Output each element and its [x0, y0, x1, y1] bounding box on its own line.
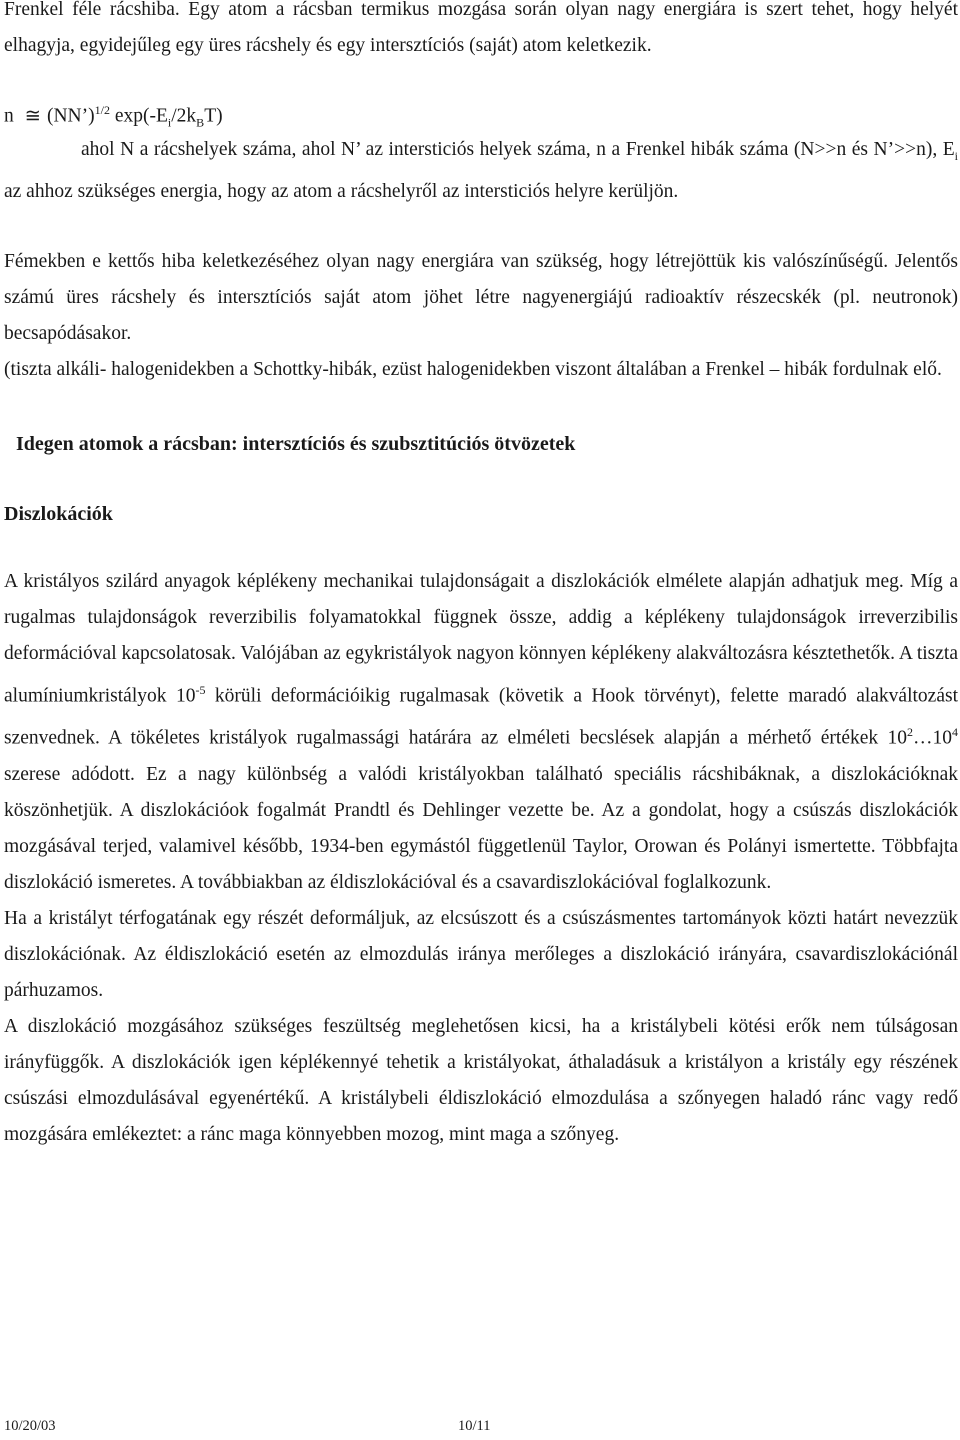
disl-text-c: …10: [913, 727, 952, 749]
paragraph-metals-1: Fémekben e kettős hiba keletkezéséhez olyan nagy energiára van szükség, hogy létrejöttük kis valószínűségű. Jelentős számú üres rácshely és intersztíciós saját atom jöhet létre nagyenergiájú radioaktív részecskék (pl. neutronok) becsapódásakor.: [4, 250, 958, 344]
definitions-text-a: ahol N a rácshelyek száma, ahol N’ az intersticiós helyek száma, n a Frenkel hibák száma (N>>n és N’>>n), E: [81, 139, 955, 160]
footer-page-number: 10/11: [458, 1418, 491, 1434]
disl-sup-2: 2: [907, 725, 913, 740]
disl-text-a: A kristályos szilárd anyagok képlékeny mechanikai tulajdonságait a diszlokációk elmélete alapján adhatjuk meg. Míg a rugalmas tulajdonságok reverzibilis folyamatokkal függnek össze, addig a képlékeny tulajdonságok irreverzibilis deformációval kapcsolatosak. Valójában az egykristályok nagyon könnyen képlékeny alakváltozásra késztethetők. A tiszta alumíniumkristályok 10: [4, 570, 958, 707]
definitions-sub-i: i: [954, 148, 958, 163]
formula-lhs: n: [4, 105, 14, 127]
paragraph-frenkel-intro: Frenkel féle rácshiba. Egy atom a rácsban termikus mozgása során olyan nagy energiára is szert tehet, hogy helyét elhagyja, egyidejűleg egy üres rácshely és egy intersztíciós (saját) atom keletkezik.: [4, 0, 958, 56]
paragraph-metals-2: (tiszta alkáli- halogenidekben a Schottky-hibák, ezüst halogenidekben viszont általában a Frenkel – hibák fordulnak elő.: [4, 358, 942, 380]
formula-sub-b: B: [196, 115, 205, 130]
frenkel-formula: [4, 92, 958, 132]
disl-text-b: körüli deformációikig rugalmasak (követik a Hook törvényt), felette maradó alakváltozást szenvednek. A tökéletes kristályok rugalmassági határára az elméleti becslések alapján a mérhető értékek 10: [4, 685, 958, 749]
paragraph-dislocations-1: [4, 564, 958, 901]
formula-exp-open: exp(-E: [109, 105, 168, 127]
formula-div: /2k: [171, 105, 197, 127]
formula-nn: (NN’): [46, 105, 95, 127]
paragraph-frenkel-definitions: [4, 132, 958, 210]
document-page: [4, 0, 958, 1153]
formula-sub-i: i: [167, 115, 172, 130]
disl-sup-4: 4: [952, 725, 958, 740]
heading-foreign-atoms: Idegen atomok a rácsban: intersztíciós és szubsztitúciós ötvözetek: [16, 432, 576, 455]
disl-sup-minus5: -5: [195, 682, 206, 697]
formula-close: T): [204, 105, 223, 127]
footer-date: 10/20/03: [4, 1418, 56, 1434]
definitions-text-b: az ahhoz szükséges energia, hogy az atom a rácshelyről az intersticiós helyre kerüljön.: [4, 180, 679, 202]
disl-text-d: szerese adódott. Ez a nagy különbség a valódi kristályokban található speciális rácshibáknak, a diszlokációknak köszönhetjük. A diszlokációok fogalmát Prandtl és Dehlinger vezette be. Az a gondolat, hogy a csúszás diszlokációk mozgásával terjed, valamivel később, 1934-ben egymástól függetlenül Taylor, Orowan és Polányi ismertette. Többfajta diszlokáció ismeretes. A továbbiakban az éldiszlokációval és a csavardiszlokációval foglalkozunk.: [4, 763, 958, 893]
paragraph-dislocations-3: A diszlokáció mozgásához szükséges feszültség meglehetősen kicsi, ha a kristálybeli kötési erők nem túlságosan irányfüggők. A diszlokációk igen képlékennyé tehetik a kristályokat, áthaladásuk a kristályon a kristály egy részének csúszási elmozdulásával egyenértékű. A kristálybeli éldiszlokáció elmozdulása a szőnyegen haladó ránc vagy redő mozgására emlékeztet: a ránc maga könnyebben mozog, mint maga a szőnyeg.: [4, 1015, 958, 1145]
formula-exponent: 1/2: [94, 103, 110, 117]
heading-dislocations: Diszlokációk: [4, 502, 113, 525]
paragraph-dislocations-2: Ha a kristályt térfogatának egy részét deformáljuk, az elcsúszott és a csúszásmentes tartományok közti határt nevezzük diszlokációnak. Az éldiszlokáció esetén az elmozdulás iránya merőleges a diszlokáció irányára, csavardiszlokációnál párhuzamos.: [4, 907, 958, 1001]
approx-symbol: ≅: [24, 105, 41, 127]
